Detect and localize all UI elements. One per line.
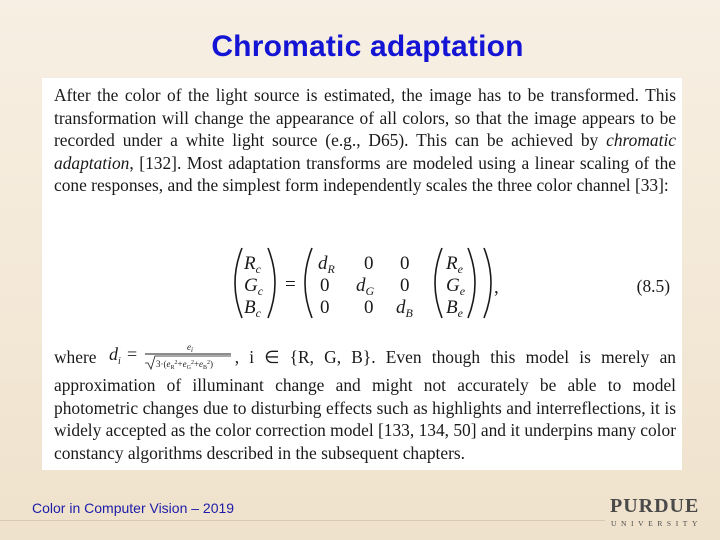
- svg-text:Gc: $G_c$: [244, 275, 264, 298]
- svg-text:dG: $d_G$: [356, 275, 375, 298]
- svg-text:0: 0: [320, 297, 330, 318]
- svg-text:Be: $B_e$: [446, 297, 463, 320]
- svg-text:dB: $d_B$: [396, 297, 413, 320]
- svg-text:0: 0: [364, 297, 374, 318]
- paragraph-intro: [54, 84, 676, 197]
- svg-text:ei: $e_i$: [186, 342, 193, 354]
- intro-text-end: , [132]. Most adaptation transforms are modeled using a linear scaling of the cone responses, and the simplest form independently scales the three color channel [33]:: [54, 152, 676, 196]
- svg-text:0: 0: [364, 253, 374, 274]
- svg-text:0: 0: [400, 275, 410, 296]
- logo-wordmark: PURDUE: [610, 495, 700, 517]
- purdue-logo: [610, 495, 706, 533]
- svg-text:0: 0: [400, 253, 410, 274]
- svg-text:0: 0: [320, 275, 330, 296]
- footer-divider: [0, 520, 605, 521]
- svg-text:=: =: [285, 274, 296, 295]
- svg-text:Re: $R_e$: [446, 253, 463, 276]
- textbook-excerpt: [42, 78, 682, 470]
- equation-graphic: [42, 238, 682, 328]
- equation-diagonal-model: [42, 238, 682, 328]
- intro-text: After the color of the light source is estimated, the image has to be transformed. This transformation will change the appearance of all colors, so that the image appears to be recorded under a white light source (e.g., D65). This can be achieved by: [54, 85, 676, 151]
- slide-title: Chromatic adaptation: [211, 30, 524, 63]
- svg-text:=: =: [126, 344, 137, 364]
- paragraph-explanation: [54, 344, 676, 464]
- index-set: , i ∈ {R, G, B}.: [234, 347, 376, 367]
- svg-text:i: i: [117, 356, 121, 367]
- svg-text:Rc: $R_c$: [244, 253, 261, 276]
- intro-emphasis: chromatic adaptation: [54, 130, 676, 173]
- svg-text:dR: $d_R$: [318, 253, 335, 276]
- svg-text:Bc: $B_c$: [244, 297, 261, 320]
- equation-number: (8.5): [636, 276, 670, 296]
- svg-text:d: d: [108, 344, 118, 364]
- svg-text:3·(eR2+eG2+eB2): $3\cdot(e_R^2+e_G^2+e_B^2)$: [155, 359, 213, 371]
- where-text: where: [54, 347, 107, 367]
- fraction-formula: [107, 341, 235, 371]
- logo-subtitle: UNIVERSITY: [611, 519, 702, 528]
- explanation-text: Even though this model is merely an approximation of illuminant change and might not accurately be able to model photometric changes due to disturbing effects such as highlights and interreflections, it is widely accepted as the color correction model [133, 134, 50] and it underpins many color constancy algorithms described in the subsequent chapters.: [54, 347, 677, 463]
- svg-text:Ge: $G_e$: [446, 275, 466, 298]
- svg-text:,: ,: [494, 277, 499, 298]
- footer-course-label: Color in Computer Vision – 2019: [32, 500, 235, 516]
